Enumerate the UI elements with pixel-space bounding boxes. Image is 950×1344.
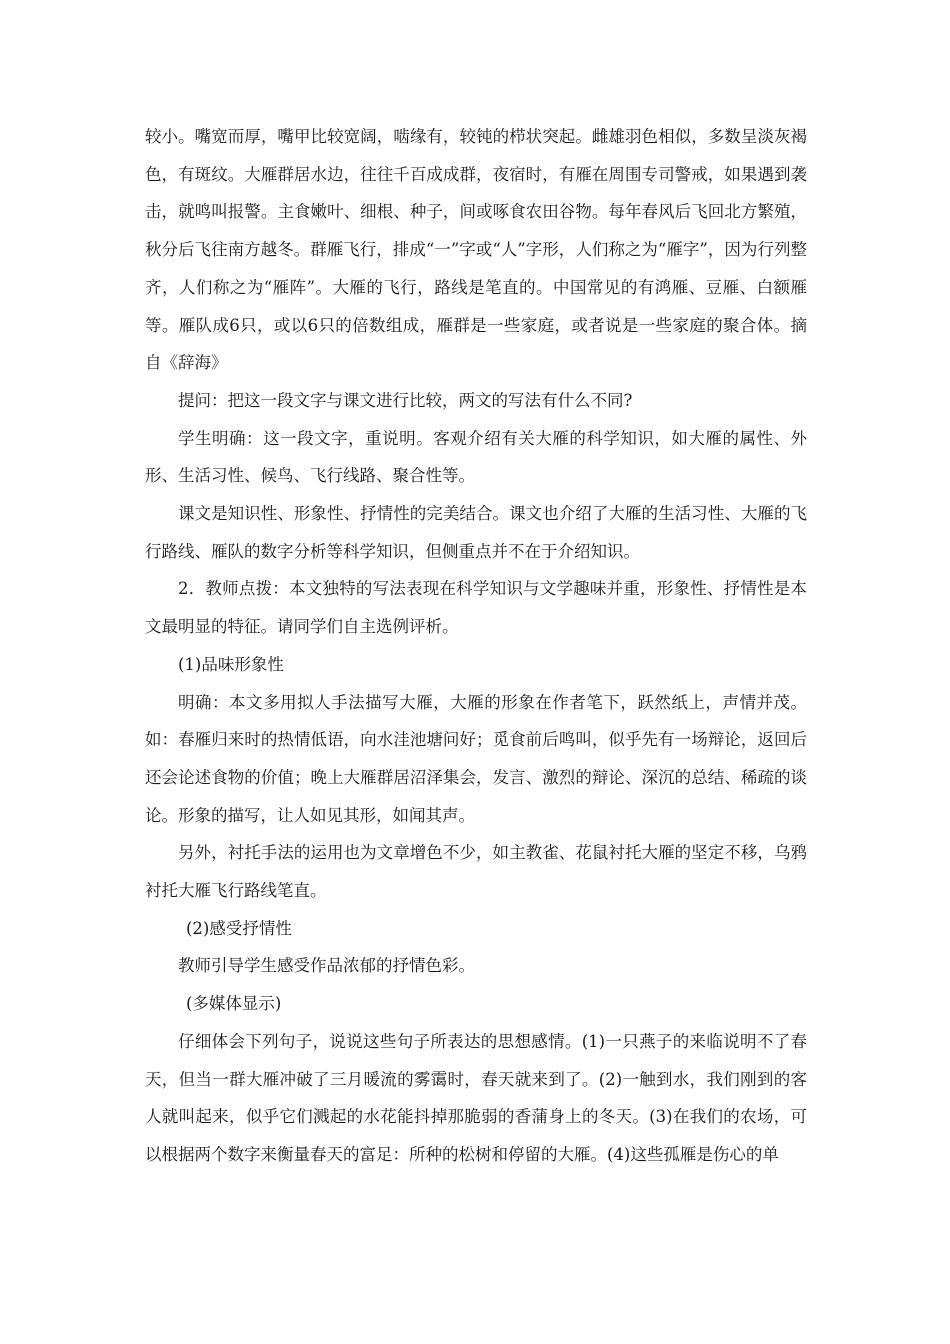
paragraph-text-comparison: 课文是知识性、形象性、抒情性的完美结合。课文也介绍了大雁的生活习性、大雁的飞行路线、雁队的数字分析等科学知识，但侧重点并不在于介绍知识。 xyxy=(145,504,807,561)
paragraph-imagery-explanation: 明确：本文多用拟人手法描写大雁，大雁的形象在作者笔下，跃然纸上，声情并茂。如：春雁归来时的热情低语，向水洼池塘问好；觅食前后鸣叫，似乎先有一场辩论，返回后还会论述食物的价值；晚上大雁群居沼泽集会，发言、激烈的辩论、深沉的总结、稀疏的谈论。形象的描写，让人如见其形，如闻其声。 xyxy=(145,692,807,825)
paragraph-question: 提问：把这一段文字与课文进行比较，两文的写法有什么不同? xyxy=(178,390,633,410)
paragraph-teacher-lead: 教师引导学生感受作品浓郁的抒情色彩。 xyxy=(178,956,475,976)
paragraph-sentence-analysis: 仔细体会下列句子，说说这些句子所表达的思想感情。(1)一只燕子的来临说明不了春天，但当一群大雁冲破了三月暖流的雾霭时，春天就来到了。(2)一触到水，我们刚到的客人就叫起来，似乎它们溅起的水花能抖掉那脆弱的香蒲身上的冬天。(3)在我们的农场，可以根据两个数字来衡量春天的富足：所种的松树和停留的大雁。(4)这些孤雁是伤心的单 xyxy=(145,1031,807,1164)
document-body xyxy=(145,118,807,1174)
paragraph-teacher-guidance: 2．教师点拨：本文独特的写法表现在科学知识与文学趣味并重，形象性、抒情性是本文最明显的特征。请同学们自主选例评析。 xyxy=(145,579,807,637)
multimedia-note: (多媒体显示) xyxy=(186,994,282,1014)
paragraph-contrast-technique: 另外，衬托手法的运用也为文章增色不少，如主教雀、花鼠衬托大雁的坚定不移，乌鸦衬托大雁飞行路线笔直。 xyxy=(145,843,807,901)
subheading-imagery: (1)品味形象性 xyxy=(178,654,284,674)
paragraph-student-answer: 学生明确：这一段文字，重说明。客观介绍有关大雁的科学知识，如大雁的属性、外形、生活习性、候鸟、飞行线路、聚合性等。 xyxy=(145,428,807,486)
subheading-lyricism: (2)感受抒情性 xyxy=(186,918,292,938)
paragraph-dictionary-excerpt: 较小。嘴宽而厚，嘴甲比较宽阔，啮缘有，较钝的栉状突起。雌雄羽色相似，多数呈淡灰褐色，有斑纹。大雁群居水边，往往千百成成群，夜宿时，有雁在周围专司警戒，如果遇到袭击，就鸣叫报警。主食嫩叶、细根、种子，间或啄食农田谷物。每年春风后飞回北方繁殖，秋分后飞往南方越冬。群雁飞行，排成“一”字或“人”字形，人们称之为“雁字”，因为行列整齐，人们称之为“雁阵”。大雁的飞行，路线是笔直的。中国常见的有鸿雁、豆雁、白额雁等。雁队成6只，或以6只的倍数组成，雁群是一些家庭，或者说是一些家庭的聚合体。摘自《辞海》 xyxy=(145,127,807,373)
